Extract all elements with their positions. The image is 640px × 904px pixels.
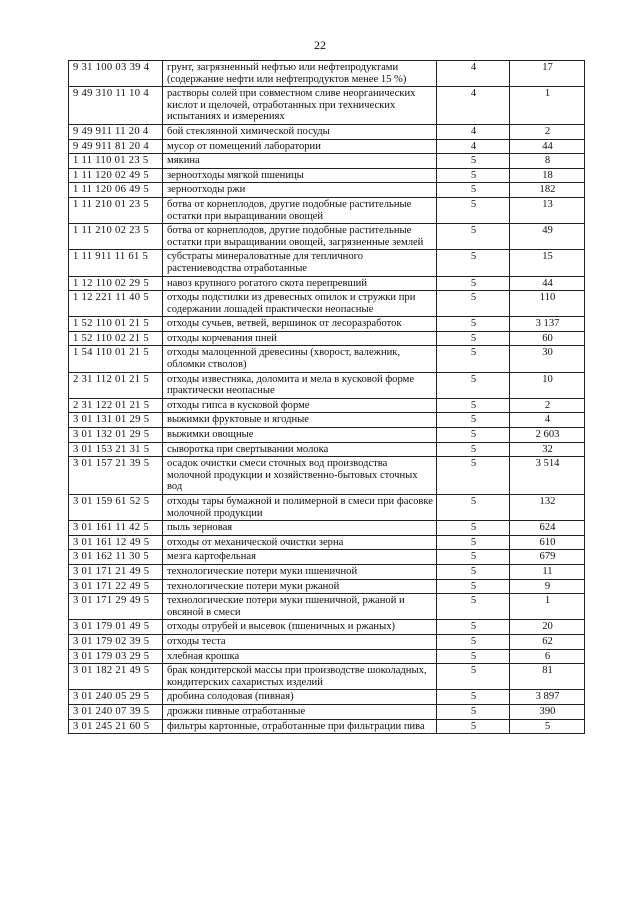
table-row [69,457,585,495]
waste-name-cell: сыворотка при свертывании молока [163,442,437,457]
hazard-class-cell: 5 [437,250,510,276]
hazard-class-cell: 5 [437,564,510,579]
hazard-class-cell: 5 [437,372,510,398]
table-row [69,331,585,346]
waste-code-cell: 1 11 120 06 49 5 [69,183,163,198]
quantity-cell: 390 [510,704,585,719]
waste-code-cell: 1 11 210 01 23 5 [69,197,163,223]
waste-name-cell: отходы тары бумажной и полимерной в смеси при фасовке молочной продукции [163,495,437,521]
table-row [69,183,585,198]
waste-name-cell: отходы сучьев, ветвей, вершинок от лесоразработок [163,317,437,332]
waste-table-body [69,61,585,734]
quantity-cell: 2 603 [510,428,585,443]
table-row [69,664,585,690]
quantity-cell: 2 [510,398,585,413]
quantity-cell: 610 [510,535,585,550]
table-row [69,276,585,291]
table-row [69,690,585,705]
waste-code-cell: 1 11 120 02 49 5 [69,168,163,183]
waste-code-cell: 1 11 210 02 23 5 [69,224,163,250]
hazard-class-cell: 5 [437,398,510,413]
quantity-cell: 8 [510,154,585,169]
waste-table [68,60,585,734]
waste-name-cell: технологические потери муки пшеничной [163,564,437,579]
waste-name-cell: навоз крупного рогатого скота перепревший [163,276,437,291]
quantity-cell: 110 [510,291,585,317]
waste-code-cell: 9 49 911 11 20 4 [69,124,163,139]
table-row [69,521,585,536]
waste-code-cell: 2 31 122 01 21 5 [69,398,163,413]
waste-name-cell: ботва от корнеплодов, другие подобные растительные остатки при выращивании овощей, загрязненные землей [163,224,437,250]
waste-name-cell: растворы солей при совместном сливе неорганических кислот и щелочей, отработанных при технических испытаниях и измерениях [163,87,437,125]
table-row [69,197,585,223]
waste-name-cell: зерноотходы мягкой пшеницы [163,168,437,183]
quantity-cell: 3 897 [510,690,585,705]
quantity-cell: 44 [510,276,585,291]
table-row [69,139,585,154]
hazard-class-cell: 4 [437,61,510,87]
quantity-cell: 81 [510,664,585,690]
waste-name-cell: дрожжи пивные отработанные [163,704,437,719]
quantity-cell: 2 [510,124,585,139]
waste-name-cell: выжимки овощные [163,428,437,443]
waste-code-cell: 1 52 110 02 21 5 [69,331,163,346]
hazard-class-cell: 5 [437,428,510,443]
quantity-cell: 9 [510,579,585,594]
hazard-class-cell: 5 [437,704,510,719]
table-row [69,564,585,579]
quantity-cell: 49 [510,224,585,250]
waste-name-cell: зерноотходы ржи [163,183,437,198]
page-number: 22 [314,38,326,52]
table-row [69,649,585,664]
waste-name-cell: осадок очистки смеси сточных вод производства молочной продукции и хозяйственно-бытовых сточных вод [163,457,437,495]
hazard-class-cell: 5 [437,579,510,594]
waste-code-cell: 3 01 171 21 49 5 [69,564,163,579]
quantity-cell: 3 137 [510,317,585,332]
waste-code-cell: 3 01 245 21 60 5 [69,719,163,734]
waste-name-cell: дробина солодовая (пивная) [163,690,437,705]
waste-name-cell: хлебная крошка [163,649,437,664]
hazard-class-cell: 5 [437,664,510,690]
table-row [69,346,585,372]
waste-name-cell: отходы корчевания пней [163,331,437,346]
waste-code-cell: 3 01 153 21 31 5 [69,442,163,457]
table-row [69,413,585,428]
hazard-class-cell: 5 [437,594,510,620]
waste-name-cell: отходы теста [163,634,437,649]
quantity-cell: 624 [510,521,585,536]
waste-code-cell: 3 01 240 07 39 5 [69,704,163,719]
hazard-class-cell: 5 [437,620,510,635]
hazard-class-cell: 5 [437,550,510,565]
hazard-class-cell: 4 [437,124,510,139]
table-row [69,317,585,332]
quantity-cell: 17 [510,61,585,87]
waste-name-cell: бой стеклянной химической посуды [163,124,437,139]
hazard-class-cell: 5 [437,154,510,169]
table-row [69,442,585,457]
table-row [69,154,585,169]
table-row [69,291,585,317]
waste-code-cell: 3 01 182 21 49 5 [69,664,163,690]
quantity-cell: 60 [510,331,585,346]
waste-code-cell: 3 01 161 11 42 5 [69,521,163,536]
hazard-class-cell: 5 [437,521,510,536]
hazard-class-cell: 5 [437,442,510,457]
hazard-class-cell: 5 [437,634,510,649]
quantity-cell: 18 [510,168,585,183]
waste-name-cell: отходы подстилки из древесных опилок и стружки при содержании лошадей практически неопасные [163,291,437,317]
waste-code-cell: 3 01 179 01 49 5 [69,620,163,635]
waste-code-cell: 1 12 221 11 40 5 [69,291,163,317]
hazard-class-cell: 5 [437,690,510,705]
quantity-cell: 20 [510,620,585,635]
table-row [69,535,585,550]
table-row [69,620,585,635]
waste-code-cell: 1 11 110 01 23 5 [69,154,163,169]
hazard-class-cell: 5 [437,331,510,346]
table-row [69,550,585,565]
waste-code-cell: 3 01 131 01 29 5 [69,413,163,428]
table-row [69,579,585,594]
waste-name-cell: пыль зерновая [163,521,437,536]
waste-code-cell: 3 01 157 21 39 5 [69,457,163,495]
hazard-class-cell: 5 [437,224,510,250]
waste-name-cell: мусор от помещений лаборатории [163,139,437,154]
hazard-class-cell: 5 [437,495,510,521]
waste-code-cell: 1 52 110 01 21 5 [69,317,163,332]
table-row [69,87,585,125]
quantity-cell: 3 514 [510,457,585,495]
hazard-class-cell: 4 [437,139,510,154]
waste-code-cell: 1 12 110 02 29 5 [69,276,163,291]
table-row [69,224,585,250]
waste-name-cell: брак кондитерской массы при производстве шоколадных, кондитерских сахаристых изделий [163,664,437,690]
table-row [69,428,585,443]
table-row [69,372,585,398]
waste-name-cell: выжимки фруктовые и ягодные [163,413,437,428]
waste-name-cell: технологические потери муки пшеничной, ржаной и овсяной в смеси [163,594,437,620]
waste-code-cell: 9 31 100 03 39 4 [69,61,163,87]
hazard-class-cell: 4 [437,87,510,125]
table-row [69,168,585,183]
waste-code-cell: 3 01 132 01 29 5 [69,428,163,443]
table-row [69,719,585,734]
quantity-cell: 679 [510,550,585,565]
waste-name-cell: мезга картофельная [163,550,437,565]
hazard-class-cell: 5 [437,649,510,664]
waste-code-cell: 3 01 171 22 49 5 [69,579,163,594]
table-row [69,250,585,276]
quantity-cell: 13 [510,197,585,223]
quantity-cell: 1 [510,87,585,125]
waste-code-cell: 3 01 161 12 49 5 [69,535,163,550]
waste-name-cell: фильтры картонные, отработанные при фильтрации пива [163,719,437,734]
waste-code-cell: 9 49 310 11 10 4 [69,87,163,125]
quantity-cell: 1 [510,594,585,620]
waste-code-cell: 3 01 159 61 52 5 [69,495,163,521]
waste-code-cell: 2 31 112 01 21 5 [69,372,163,398]
hazard-class-cell: 5 [437,197,510,223]
waste-name-cell: ботва от корнеплодов, другие подобные растительные остатки при выращивании овощей [163,197,437,223]
waste-code-cell: 3 01 179 03 29 5 [69,649,163,664]
hazard-class-cell: 5 [437,457,510,495]
hazard-class-cell: 5 [437,291,510,317]
table-row [69,704,585,719]
hazard-class-cell: 5 [437,183,510,198]
waste-name-cell: отходы от механической очистки зерна [163,535,437,550]
waste-name-cell: отходы гипса в кусковой форме [163,398,437,413]
hazard-class-cell: 5 [437,535,510,550]
hazard-class-cell: 5 [437,317,510,332]
waste-name-cell: отходы малоценной древесины (хворост, валежник, обломки стволов) [163,346,437,372]
hazard-class-cell: 5 [437,413,510,428]
quantity-cell: 15 [510,250,585,276]
waste-code-cell: 1 54 110 01 21 5 [69,346,163,372]
waste-name-cell: мякина [163,154,437,169]
quantity-cell: 10 [510,372,585,398]
waste-code-cell: 3 01 240 05 29 5 [69,690,163,705]
quantity-cell: 44 [510,139,585,154]
table-row [69,495,585,521]
waste-name-cell: грунт, загрязненный нефтью или нефтепродуктами (содержание нефти или нефтепродуктов менее 15 %) [163,61,437,87]
waste-name-cell: субстраты минераловатные для тепличного растениеводства отработанные [163,250,437,276]
hazard-class-cell: 5 [437,168,510,183]
waste-code-cell: 1 11 911 11 61 5 [69,250,163,276]
quantity-cell: 6 [510,649,585,664]
table-row [69,594,585,620]
waste-code-cell: 9 49 911 81 20 4 [69,139,163,154]
hazard-class-cell: 5 [437,276,510,291]
waste-name-cell: технологические потери муки ржаной [163,579,437,594]
quantity-cell: 182 [510,183,585,198]
waste-code-cell: 3 01 179 02 39 5 [69,634,163,649]
quantity-cell: 4 [510,413,585,428]
hazard-class-cell: 5 [437,719,510,734]
quantity-cell: 5 [510,719,585,734]
waste-code-cell: 3 01 162 11 30 5 [69,550,163,565]
waste-name-cell: отходы известняка, доломита и мела в кусковой форме практически неопасные [163,372,437,398]
quantity-cell: 30 [510,346,585,372]
waste-name-cell: отходы отрубей и высевок (пшеничных и ржаных) [163,620,437,635]
table-row [69,124,585,139]
quantity-cell: 132 [510,495,585,521]
table-row [69,634,585,649]
quantity-cell: 62 [510,634,585,649]
hazard-class-cell: 5 [437,346,510,372]
quantity-cell: 32 [510,442,585,457]
table-row [69,398,585,413]
table-row [69,61,585,87]
waste-code-cell: 3 01 171 29 49 5 [69,594,163,620]
quantity-cell: 11 [510,564,585,579]
